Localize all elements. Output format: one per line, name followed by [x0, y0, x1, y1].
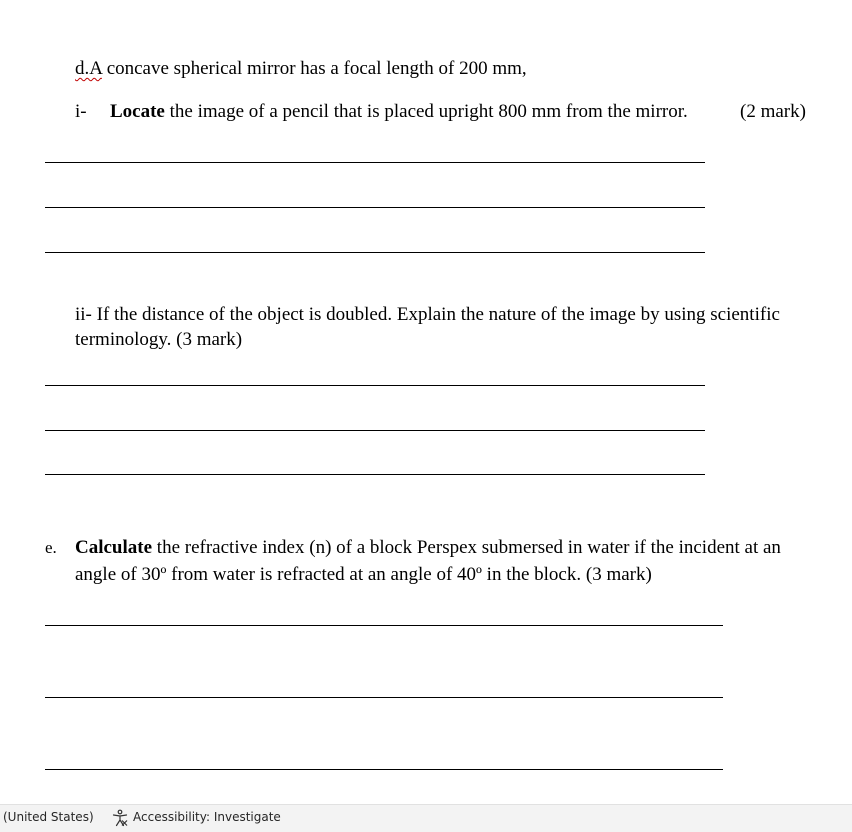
status-bar — [0, 804, 852, 832]
answer-line — [45, 207, 705, 208]
question-e-label: e. — [45, 538, 57, 557]
question-d-text: d.A concave spherical mirror has a focal length of 200 mm, — [75, 58, 527, 79]
language-indicator[interactable]: (United States) — [3, 810, 94, 824]
answer-line — [45, 697, 723, 698]
accessibility-icon[interactable] — [111, 809, 129, 827]
question-e-line2: angle of 30º from water is refracted at an angle of 40º in the block. (3 mark) — [75, 564, 652, 585]
spelling-flagged-word[interactable]: d.A — [75, 58, 102, 79]
answer-line — [45, 385, 705, 386]
answer-line — [45, 769, 723, 770]
accessibility-status[interactable]: Accessibility: Investigate — [133, 810, 281, 824]
answer-line — [45, 474, 705, 475]
part-ii-line2: terminology. (3 mark) — [75, 329, 243, 350]
answer-line — [45, 162, 705, 163]
answer-line — [45, 430, 705, 431]
part-ii-line1: ii- If the distance of the object is doubled. Explain the nature of the image by using scientific — [75, 304, 780, 325]
question-e-line1: Calculate the refractive index (n) of a block Perspex submersed in water if the incident at an — [75, 537, 781, 558]
part-i-text: Locate the image of a pencil that is placed upright 800 mm from the mirror. — [110, 101, 688, 122]
answer-line — [45, 252, 705, 253]
part-i-marks: (2 mark) — [740, 101, 806, 122]
part-i-label: i- — [75, 101, 87, 122]
answer-line — [45, 625, 723, 626]
